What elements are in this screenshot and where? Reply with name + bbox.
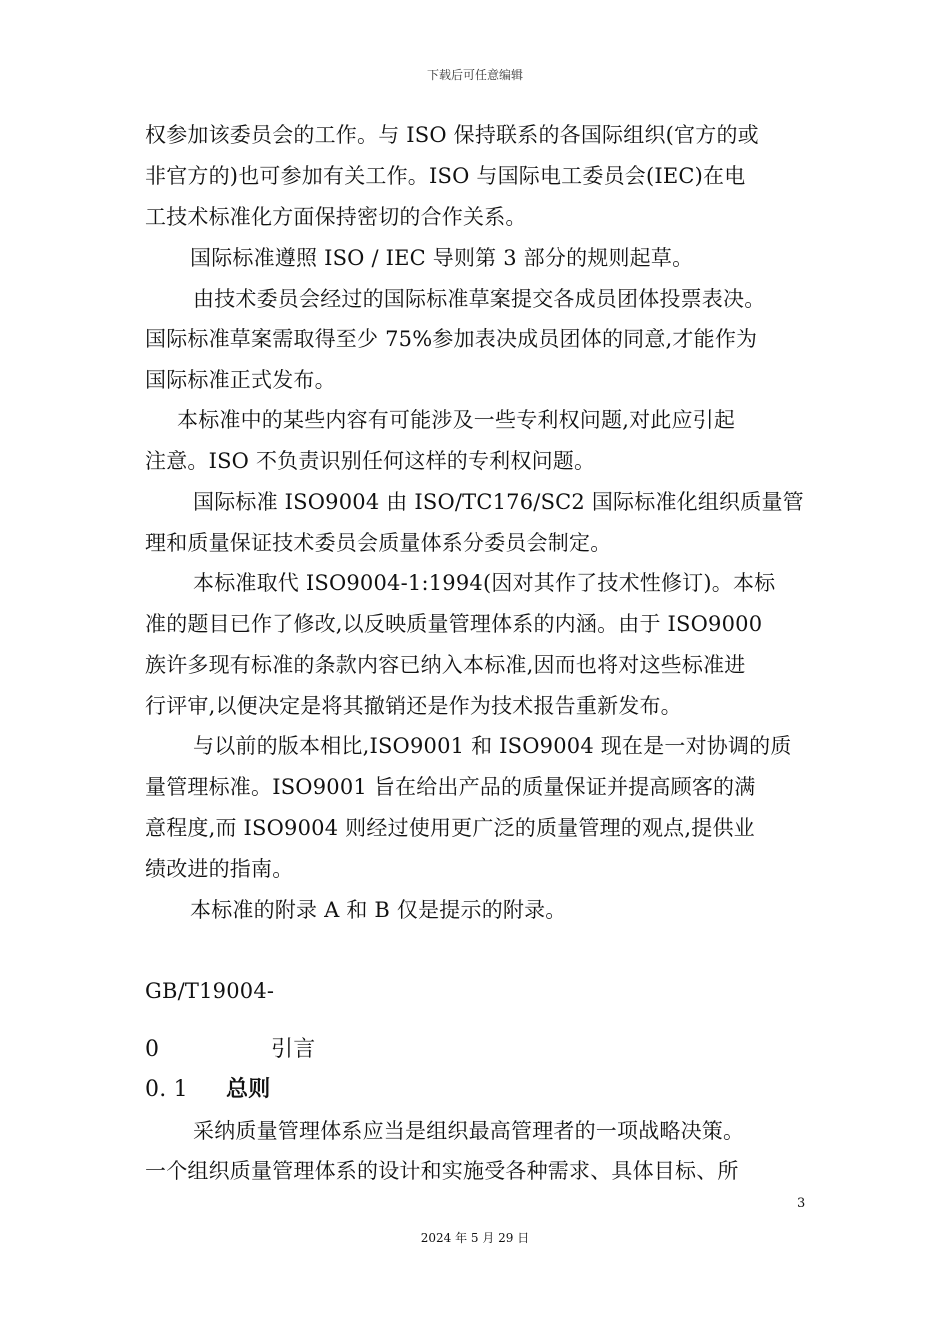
body-line-8: 本标准中的某些内容有可能涉及一些专利权问题,对此应引起 <box>177 408 736 432</box>
body-tail-line-1: 采纳质量管理体系应当是组织最高管理者的一项战略决策。 <box>193 1119 745 1143</box>
body-line-18: 意程度,而 ISO9004 则经过使用更广泛的质量管理的观点,提供业 <box>145 816 755 840</box>
body-line-17: 量管理标准。ISO9001 旨在给出产品的质量保证并提高顾客的满 <box>145 775 756 799</box>
body-line-10: 国际标准 ISO9004 由 ISO/TC176/SC2 国际标准化组织质量管 <box>193 490 804 514</box>
page-footer-date: 2024 年 5 月 29 日 <box>420 1231 530 1245</box>
body-line-19: 绩改进的指南。 <box>145 857 294 881</box>
body-line-15: 行评审,以便决定是将其撤销还是作为技术报告重新发布。 <box>145 694 682 718</box>
page-number: 3 <box>797 1196 806 1211</box>
body-line-6: 国际标准草案需取得至少 75%参加表决成员团体的同意,才能作为 <box>145 327 758 351</box>
body-line-3: 工技术标准化方面保持密切的合作关系。 <box>145 205 527 229</box>
body-line-9: 注意。ISO 不负责识别任何这样的专利权问题。 <box>145 449 596 473</box>
body-line-11: 理和质量保证技术委员会质量体系分委员会制定。 <box>145 531 612 555</box>
body-line-16: 与以前的版本相比,ISO9001 和 ISO9004 现在是一对协调的质 <box>193 734 792 758</box>
page-header: 下载后可任意编辑 <box>426 68 523 82</box>
section-number: 0 <box>145 1037 160 1062</box>
body-line-5: 由技术委员会经过的国际标准草案提交各成员团体投票表决。 <box>193 287 766 311</box>
body-line-13: 准的题目已作了修改,以反映质量管理体系的内涵。由于 ISO9000 <box>145 612 763 636</box>
body-line-4: 国际标准遵照 ISO / IEC 导则第 3 部分的规则起草。 <box>190 246 694 270</box>
body-line-2: 非官方的)也可参加有关工作。ISO 与国际电工委员会(IEC)在电 <box>145 164 746 188</box>
body-line-7: 国际标准正式发布。 <box>145 368 336 392</box>
body-line-12: 本标准取代 ISO9004-1:1994(因对其作了技术性修订)。本标 <box>193 571 776 595</box>
body-tail-line-2: 一个组织质量管理体系的设计和实施受各种需求、具体目标、所 <box>145 1159 739 1183</box>
subsection-number: 0. 1 <box>145 1077 188 1102</box>
standard-code: GB/T19004- <box>145 979 275 1003</box>
body-line-1: 权参加该委员会的工作。与 ISO 保持联系的各国际组织(官方的或 <box>145 123 759 147</box>
body-line-20: 本标准的附录 A 和 B 仅是提示的附录。 <box>190 898 567 922</box>
subsection-title: 总则 <box>226 1077 271 1102</box>
body-line-14: 族许多现有标准的条款内容已纳入本标准,因而也将对这些标准进 <box>145 653 746 677</box>
section-title: 引言 <box>271 1037 316 1062</box>
